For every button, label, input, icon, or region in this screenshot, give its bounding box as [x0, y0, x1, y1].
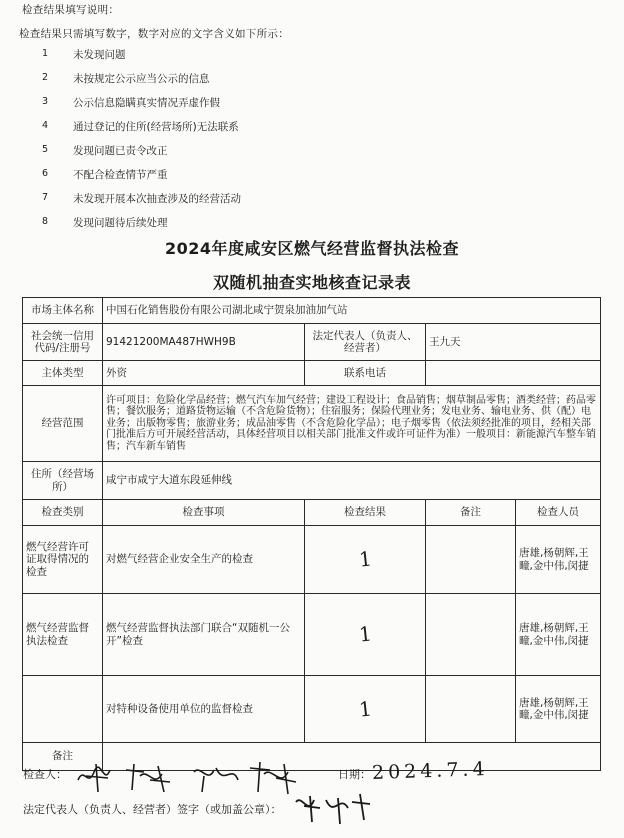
instruction-item	[0, 69, 400, 89]
entity-name-value: 中国石化销售股份有限公司湖北咸宁贺泉加油加气站	[103, 298, 601, 324]
address-row	[23, 462, 601, 500]
legal-rep-sign-label: 法定代表人（负责人、经营者）签字（或加盖公章）：	[23, 803, 282, 816]
legal-rep-value: 王九天	[426, 324, 601, 361]
row-result-cell	[305, 594, 426, 676]
table-header-row	[23, 500, 601, 526]
entity-row	[23, 298, 601, 324]
legal-rep-signature	[290, 788, 390, 828]
legal-rep-label: 法定代表人（负责人、经营者）	[305, 324, 426, 361]
phone-value	[426, 361, 601, 386]
document-subtitle: 双随机抽查实地核查记录表	[212, 273, 411, 292]
row-category: 燃气经营许可证取得情况的检查	[23, 526, 103, 594]
credit-code-value: 91421200MA487HWH9B	[103, 324, 305, 361]
address-label: 住所（经营场所）	[23, 462, 103, 500]
instruction-item	[0, 45, 400, 65]
row-item: 燃气经营监督执法部门联合“双随机一公开”检查	[103, 594, 305, 676]
address-value: 咸宁市咸宁大道东段延伸线	[103, 462, 601, 500]
instruction-item	[0, 213, 400, 233]
row-inspectors: 唐雄,杨朝辉,王疃,金中伟,闵捷	[516, 676, 601, 743]
col-header-inspectors: 检查人员	[516, 500, 601, 526]
instruction-number: 5	[42, 144, 49, 155]
instruction-text: 未发现开展本次抽查涉及的经营活动	[73, 193, 241, 205]
col-header-category: 检查类别	[23, 500, 103, 526]
row-category: 燃气经营监督执法检查	[23, 594, 103, 676]
date-value: 2024.7.4	[371, 757, 489, 785]
business-scope-value: 许可项目：危险化学品经营；燃气汽车加气经营；建设工程设计；食品销售；烟草制品零售；酒类经营；药品零售；餐饮服务；道路货物运输（不含危险货物）；住宿服务；保险代理业务；发电业务、输电业务、供（配）电业务；出版物零售；旅游业务；成品油零售（不含危险化学品）；电子烟零售（依法须经批准的项目，经相关部门批准后方可开展经营活动，具体经营项目以相关部门批准文件或许可证件为准）一般项目：新能源汽车整车销售；汽车新车销售	[103, 386, 601, 462]
table-row	[23, 594, 601, 676]
business-scope-label: 经营范围	[23, 386, 103, 462]
table-row	[23, 526, 601, 594]
inspector-sign-label: 检查人：	[23, 768, 67, 781]
instruction-text: 发现问题待后续处理	[73, 217, 168, 229]
instruction-number: 8	[42, 216, 49, 227]
row-item: 对特种设备使用单位的监督检查	[103, 676, 305, 743]
row-result-cell	[305, 526, 426, 594]
row-category	[23, 676, 103, 743]
type-row	[23, 361, 601, 386]
row-item: 对燃气经营企业安全生产的检查	[103, 526, 305, 594]
instruction-number: 4	[42, 120, 49, 131]
instruction-item	[0, 141, 400, 161]
row-remark	[426, 526, 516, 594]
date-label: 日期：	[338, 768, 371, 781]
phone-label: 联系电话	[305, 361, 426, 386]
instruction-number: 6	[42, 168, 49, 179]
instruction-text: 通过登记的住所(经营场所)无法联系	[73, 121, 239, 133]
row-remark	[426, 676, 516, 743]
instruction-text: 未发现问题	[73, 49, 126, 61]
instruction-item	[0, 117, 400, 137]
col-header-item: 检查事项	[103, 500, 305, 526]
entity-type-value: 外资	[103, 361, 305, 386]
credit-code-label: 社会统一信用代码/注册号	[23, 324, 103, 361]
row-result: 1	[357, 546, 373, 572]
row-inspectors: 唐雄,杨朝辉,王疃,金中伟,闵捷	[516, 526, 601, 594]
entity-type-label: 主体类型	[23, 361, 103, 386]
instruction-text: 发现问题已责令改正	[73, 145, 168, 157]
instruction-number: 1	[42, 48, 49, 59]
instruction-item	[0, 93, 400, 113]
instruction-item	[0, 189, 400, 209]
col-header-remark: 备注	[426, 500, 516, 526]
instruction-text: 不配合检查情节严重	[73, 169, 168, 181]
instructions-title: 检查结果填写说明：	[22, 4, 120, 16]
col-header-result: 检查结果	[305, 500, 426, 526]
document-title: 2024年度咸安区燃气经营监督执法检查	[164, 239, 460, 258]
remark-label: 备注	[23, 743, 103, 771]
row-result-cell	[305, 676, 426, 743]
inspection-form-table	[22, 297, 601, 771]
instruction-item	[0, 165, 400, 185]
table-row	[23, 676, 601, 743]
row-inspectors: 唐雄,杨朝辉,王疃,金中伟,闵捷	[516, 594, 601, 676]
row-result: 1	[357, 621, 373, 647]
instruction-number: 7	[42, 192, 49, 203]
inspector-signatures	[74, 758, 324, 798]
instruction-text: 公示信息隐瞒真实情况弄虚作假	[73, 97, 220, 109]
scope-row	[23, 386, 601, 462]
instruction-number: 2	[42, 72, 49, 83]
row-result: 1	[357, 695, 373, 722]
instruction-number: 3	[42, 96, 49, 107]
row-remark	[426, 594, 516, 676]
instructions-description: 检查结果只需填写数字，数字对应的文字含义如下所示：	[19, 28, 289, 40]
instruction-text: 未按规定公示应当公示的信息	[73, 73, 210, 85]
entity-name-label: 市场主体名称	[23, 298, 103, 324]
credit-row	[23, 324, 601, 361]
